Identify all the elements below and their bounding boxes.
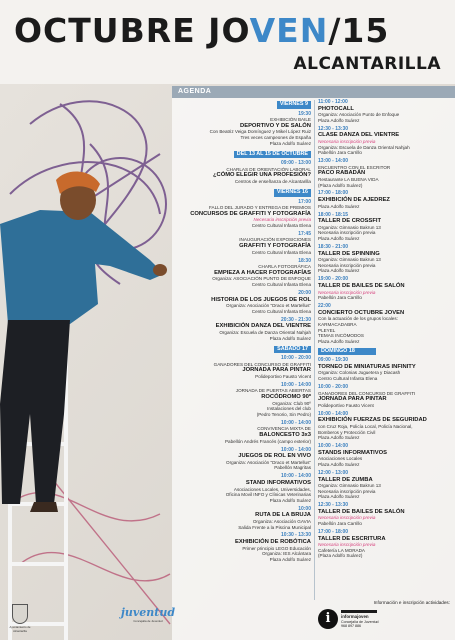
event-time: 17:00 xyxy=(298,198,311,205)
title-part-a: OCTUBRE JO xyxy=(14,11,250,50)
event-name: GRAFFITI Y FOTOGRAFÍA xyxy=(239,243,311,250)
event-detail: Instalaciones del club xyxy=(267,406,311,412)
event-time: 20:00 xyxy=(298,289,311,296)
event-inscription-note: Necesaria inscripción previa xyxy=(318,515,376,521)
event-detail: Tres veces campeones de España xyxy=(240,134,311,140)
day-heading-row xyxy=(180,100,311,112)
event-name: ¿CÓMO ELEGIR UNA PROFESIÓN? xyxy=(212,172,311,179)
title-part-ven: VEN xyxy=(249,11,329,50)
event-detail: Organiza: Gimnasio Bakrun 13 xyxy=(318,257,381,263)
event-name: ROCÓDROMO 90º xyxy=(261,394,311,401)
event-inscription-note: Necesaria inscripción previa xyxy=(253,217,311,223)
event-time: 11:00 - 12:00 xyxy=(318,99,348,105)
agenda-event xyxy=(318,412,450,441)
event-pretitle: CHARLA FOTOGRÁFICA xyxy=(258,264,311,270)
event-name: EXHIBICIÓN DANZA DEL VIENTRE xyxy=(215,323,311,330)
agenda-event xyxy=(318,444,450,467)
event-detail: Organiza: Asociación Punto de Enfoque xyxy=(318,112,400,118)
event-name: TALLER DE ZUMBA xyxy=(318,476,373,483)
event-pretitle: CONVIVENCIA MIXTA DE xyxy=(257,426,311,432)
agenda-event xyxy=(318,385,450,408)
agenda-event xyxy=(180,474,311,503)
event-name: TALLER DE ESCRITURA xyxy=(318,535,386,542)
event-name: JUEGOS DE ROL EN VIVO xyxy=(238,453,311,460)
event-detail: Polideportivo Fausto Vicent xyxy=(318,402,374,408)
event-name: JORNADA PARA PINTAR xyxy=(242,367,311,374)
event-detail: Organiza: ASOCIACIÓN PUNTO DE ENFOQUE xyxy=(212,276,311,282)
event-time: 18:30 - 21:00 xyxy=(318,244,349,251)
day-heading-row xyxy=(318,348,450,356)
event-time: 12:30 - 13:30 xyxy=(318,502,349,509)
agenda-event xyxy=(180,259,311,288)
informajoven-logo xyxy=(318,609,450,629)
event-detail: Con Beatriz Veiga Domínguez y Mikel López Ruiz xyxy=(209,129,311,135)
event-name: CONCURSOS DE GRAFFITI Y FOTOGRAFÍA xyxy=(190,210,311,217)
column-divider xyxy=(314,100,315,600)
event-detail: Salida Frente a la Piscina Municipal xyxy=(238,524,311,530)
event-time: 09:00 - 19:30 xyxy=(318,357,349,364)
event-detail: (Pedro Tenorio, Sin Pedro) xyxy=(256,411,311,417)
agenda-event xyxy=(318,100,450,123)
agenda-event xyxy=(318,471,450,500)
event-detail: Necesaria inscripción previa xyxy=(318,230,376,236)
event-detail: Pabellón Andrés Francés (campo exterior) xyxy=(224,438,311,444)
agenda-event xyxy=(180,232,311,255)
event-detail: Organiza: Asociación GAVIA xyxy=(252,518,311,524)
event-detail: Plaza Adolfo Suárez xyxy=(318,338,360,344)
event-detail: KARMACADABRA xyxy=(318,321,357,327)
agenda-bar: AGENDA xyxy=(172,86,455,98)
event-detail: Restaurante LA BUENA VIDA xyxy=(318,176,379,182)
event-detail: Plaza Adolfo Suárez xyxy=(318,236,360,242)
agenda-event xyxy=(318,530,450,559)
event-detail: Organiza: Club 90º xyxy=(272,400,311,406)
day-heading-row xyxy=(180,188,311,200)
event-detail: Plaza Adolfo Suárez xyxy=(318,203,360,209)
event-detail: Oficina Movil INFO y Clínicas Veterinarias xyxy=(225,492,311,498)
event-time: 19:30 xyxy=(298,110,311,117)
day-heading: DEL 13 AL 15 DE OCTUBRE xyxy=(234,151,311,159)
event-pretitle: ENCUENTRO CON EL ESCRITOR xyxy=(318,164,391,170)
crest-caption: Ayuntamiento de Alcantarilla xyxy=(9,625,31,633)
event-detail: Necesaria inscripción previa xyxy=(318,262,376,268)
event-detail: Plaza Adolfo Suárez xyxy=(269,497,311,503)
agenda-event xyxy=(180,533,311,562)
event-name: PHOTOCALL xyxy=(318,105,354,112)
agenda-event xyxy=(318,213,450,242)
event-detail: Organiza: IES Alcántara xyxy=(261,551,311,557)
event-time: 09:00 - 13:00 xyxy=(280,160,311,167)
agenda-column-left xyxy=(180,100,311,566)
event-time: 18:30 xyxy=(298,257,311,264)
event-name: EXHIBICIÓN DE AJEDREZ xyxy=(318,197,390,204)
event-detail: Necesaria inscripción previa xyxy=(318,488,376,494)
event-name: EXHIBICIÓN FUERZAS DE SEGURIDAD xyxy=(318,417,427,424)
event-detail: Plaza Adolfo Suárez xyxy=(318,117,360,123)
event-inscription-note: Necesaria inscripción previa xyxy=(318,289,376,295)
agenda-event xyxy=(180,421,311,444)
event-time: 13:00 - 14:00 xyxy=(318,158,349,165)
event-detail: Bomberos y Protección Civil xyxy=(318,429,376,435)
poster-title xyxy=(14,11,390,50)
day-heading: SÁBADO 17 xyxy=(274,346,311,354)
event-name: TORNEO DE MINIATURAS INFINITY xyxy=(318,363,416,370)
event-pretitle: CHARLAS DE ORIENTACIÓN LABORAL xyxy=(226,166,311,172)
agenda-event xyxy=(318,245,450,274)
agenda-event xyxy=(318,159,450,188)
logo-bar xyxy=(341,610,377,613)
agenda-event xyxy=(180,291,311,314)
event-detail: Centro Cultural Infanta Elena xyxy=(251,308,311,314)
event-time: 10:30 - 13:30 xyxy=(280,532,311,539)
informajoven-text xyxy=(341,610,379,628)
day-heading: DOMINGO 18 xyxy=(318,348,376,356)
poster-subtitle: ALCANTARILLA xyxy=(293,54,441,74)
event-pretitle: FALLO DEL JURADO Y ENTREGA DE PREMIOS xyxy=(208,205,311,211)
event-detail: Centros de enseñanza de Alcantarilla xyxy=(234,178,311,184)
event-time: 12:30 - 13:30 xyxy=(318,125,349,132)
event-detail: TEMAS INCÓMODOS xyxy=(318,333,364,339)
event-detail: con Cruz Roja, Policía Local, Policía Nacional, xyxy=(318,424,413,429)
event-detail: Pabellón Magritas xyxy=(274,465,311,471)
event-detail: Organiza: Asociación "Draco et Martellus" xyxy=(226,459,311,465)
agenda-event xyxy=(180,356,311,379)
event-detail: Organiza: Gimnasio Bakrun 13 xyxy=(318,224,381,230)
event-detail: Organiza: Escuela de Danza Oriental Nahjah xyxy=(219,329,311,335)
event-detail: Centro Cultural Infanta Elena xyxy=(251,282,311,287)
agenda-event xyxy=(318,358,450,381)
event-detail: Plaza Adolfo Suárez xyxy=(318,435,360,441)
event-name: TALLER DE BAILES DE SALÓN xyxy=(318,282,405,289)
agenda-event xyxy=(318,503,450,526)
event-inscription-note: Necesaria inscripción previa xyxy=(318,542,376,548)
event-name: JORNADA PARA PINTAR xyxy=(318,396,387,403)
event-time: 17:00 - 18:00 xyxy=(318,529,349,536)
event-name: DEPORTIVO Y DE SALÓN xyxy=(240,122,311,129)
event-pretitle: INAUGURACIÓN EXPOSICIONES xyxy=(239,237,311,243)
day-heading: VIERNES 9 xyxy=(277,101,311,109)
title-part-year: /15 xyxy=(328,11,390,50)
event-detail: Plaza Adolfo Suárez xyxy=(318,268,360,274)
event-name: EXHIBICIÓN DE ROBÓTICA xyxy=(234,539,311,546)
event-name: BALONCESTO 3x3 xyxy=(259,432,311,439)
event-name: TALLER DE BAILES DE SALÓN xyxy=(318,508,405,515)
agenda-event xyxy=(318,304,450,344)
event-time: 12:00 - 13:00 xyxy=(318,469,349,476)
event-time: 10:00 - 20:00 xyxy=(280,355,311,362)
agenda-event xyxy=(180,112,311,147)
event-time: 17:00 - 18:00 xyxy=(318,190,349,197)
event-name: TALLER DE SPINNING xyxy=(318,250,380,257)
agenda-event xyxy=(318,127,450,156)
event-inscription-note: Necesaria inscripción previa xyxy=(318,138,376,144)
agenda-event xyxy=(180,507,311,530)
event-detail: Plaza Adolfo Suárez xyxy=(269,556,311,562)
agenda-event xyxy=(318,277,450,300)
agenda-event xyxy=(180,448,311,471)
event-detail: Plaza Adolfo Suárez xyxy=(269,140,311,146)
agenda-event xyxy=(180,200,311,229)
event-detail: Centro Cultural Infanta Elena xyxy=(318,376,378,382)
event-detail: Polideportivo Fausto Vicent xyxy=(255,373,311,379)
event-detail: Centro Cultural Infanta Elena xyxy=(251,222,311,228)
event-time: 10:00 - 14:00 xyxy=(280,419,311,426)
agenda-column-right xyxy=(318,100,450,562)
city-crest-logo xyxy=(8,604,32,633)
event-detail: Organiza: Asociación "Draco et Martellus" xyxy=(226,303,311,309)
event-detail: Plaza Adolfo Suárez xyxy=(318,494,360,500)
info-label: Información e inscripción actividades: xyxy=(373,600,450,605)
event-time: 10:00 - 14:00 xyxy=(280,381,311,388)
event-detail: Plaza Adolfo Suárez xyxy=(318,461,360,467)
event-time: 18:00 - 18:15 xyxy=(318,211,349,218)
event-name: HISTORIA DE LOS JUEGOS DE ROL xyxy=(211,296,311,303)
juventud-logo xyxy=(118,606,178,623)
event-pretitle: GANADORES DEL CONCURSO DE GRAFFITI xyxy=(318,390,416,396)
informajoven-sub: Concejalía de Juventud xyxy=(341,619,379,624)
agenda-event xyxy=(180,318,311,341)
crest-icon xyxy=(12,604,28,624)
poster-header xyxy=(0,0,455,84)
agenda-event xyxy=(180,161,311,184)
event-time: 10:00 xyxy=(298,505,311,512)
event-time: 10:00 - 14:00 xyxy=(280,446,311,453)
event-detail: Organiza: Escuela de Danza Oriental Nahjah xyxy=(318,144,410,150)
event-detail: Primer principio LEGO Educación xyxy=(242,545,311,551)
info-footer xyxy=(318,600,450,629)
event-name: RUTA DE LA BRUJA xyxy=(255,512,311,519)
event-name: STANDS INFORMATIVOS xyxy=(318,449,388,456)
agenda-event xyxy=(318,191,450,209)
event-name: STAND INFORMATIVOS xyxy=(245,479,311,486)
event-pretitle: JORNADA DE PUERTAS ABIERTAS xyxy=(235,388,311,394)
event-time: 20:30 - 21:30 xyxy=(280,316,311,323)
event-time: 10:00 - 14:00 xyxy=(280,473,311,480)
event-detail: Asociaciones Locales, Universidades, xyxy=(233,486,311,492)
event-detail: (Plaza Adolfo Suárez) xyxy=(318,182,363,188)
event-detail: Organiza: Colonias Juguetera y Diacash xyxy=(318,370,401,376)
event-detail: Pabellón Jara Carrillo xyxy=(318,150,362,156)
event-name: CLASE DANZA DEL VIENTRE xyxy=(318,132,400,139)
event-detail: Pabellón Jara Carrillo xyxy=(318,521,362,527)
event-name: TALLER DE CROSSFIT xyxy=(318,218,382,225)
event-detail: (Plaza Adolfo Suárez) xyxy=(318,553,363,559)
event-name: EMPIEZA A HACER FOTOGRAFÍAS xyxy=(214,269,311,276)
event-detail: Centro Cultural Infanta Elena xyxy=(251,249,311,255)
event-detail: PLEYEL xyxy=(318,327,336,333)
event-detail: Plaza Adolfo Suárez xyxy=(269,335,311,341)
event-detail: Pabellón Jara Carrillo xyxy=(318,295,362,301)
event-time: 17:45 xyxy=(298,230,311,237)
event-detail: Con la actuación de los grupos locales: xyxy=(318,316,398,322)
event-name: CONCIERTO OCTUBRE JOVEN xyxy=(318,309,405,316)
juventud-caption: Concejalía de Juventud xyxy=(133,619,163,623)
event-time: 10:00 - 14:00 xyxy=(318,443,349,450)
event-detail: Asociaciones Locales xyxy=(318,456,363,462)
informajoven-name: informajoven xyxy=(341,614,369,620)
event-time: 10:00 - 20:00 xyxy=(318,384,349,391)
day-heading: VIERNES 16 xyxy=(274,189,311,197)
informajoven-phone: 968 897 886 xyxy=(341,623,361,628)
event-time: 19:00 - 20:00 xyxy=(318,276,349,283)
event-detail: Cafetería LA MORADA xyxy=(318,547,365,553)
info-icon: i xyxy=(318,609,338,629)
event-pretitle: EXHIBICIÓN BAILE xyxy=(270,117,311,123)
agenda-event xyxy=(180,383,311,418)
event-detail: Organiza: Gimnasio Bakrun 13 xyxy=(318,483,381,489)
event-pretitle: GANADORES DEL CONCURSO DE GRAFFITI xyxy=(213,361,311,367)
juventud-mark: juventud xyxy=(120,606,176,619)
event-time: 22:00 xyxy=(318,303,331,310)
event-name: PACO RABADÁN xyxy=(318,170,366,177)
event-time: 10:00 - 14:00 xyxy=(318,410,349,417)
